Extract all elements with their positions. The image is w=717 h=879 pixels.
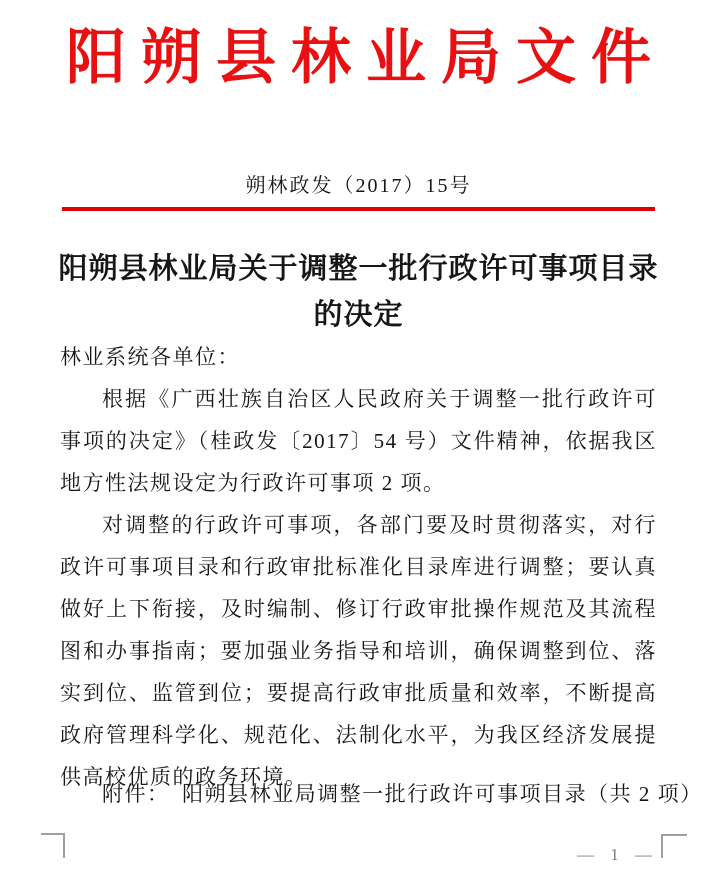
document-title-line1: 阳朔县林业局关于调整一批行政许可事项目录 — [58, 253, 659, 285]
body-paragraph-1: 根据《广西壮族自治区人民政府关于调整一批行政许可事项的决定》（桂政发〔2017〕54 号）文件精神，依据我区地方性法规设定为行政许可事项 2 项。 — [60, 387, 657, 495]
document-title — [30, 246, 687, 338]
document-body — [60, 336, 703, 806]
attachment-line — [60, 773, 703, 815]
letterhead-title: 阳朔县林业局文件 — [66, 25, 666, 91]
document-title-line2: 的决定 — [313, 299, 404, 331]
salutation: 林业系统各单位： — [60, 345, 240, 369]
corner-mark-bottom-right — [661, 834, 687, 858]
page-number: — 1 — — [577, 845, 658, 864]
doc-number: 朔林政发（2017）15号 — [245, 175, 472, 197]
body-paragraph-2: 对调整的行政许可事项，各部门要及时贯彻落实，对行政许可事项目录和行政审批标准化目录库进行调整；要认真做好上下衔接，及时编制、修订行政审批操作规范及其流程图和办事指南；要加强业务指导和培训，确保调整到位、落实到位、监管到位；要提高行政审批质量和效率，不断提高政府管理科学化、规范化、法制化水平，为我区经济发展提供高校优质的政务环境。 — [60, 513, 657, 789]
attachment-text: 阳朔县林业局调整一批行政许可事项目录（共 2 项） — [182, 782, 703, 806]
corner-mark-bottom-left — [41, 833, 65, 858]
red-divider-rule — [62, 207, 655, 211]
attachment-label: 附件： — [102, 782, 170, 806]
